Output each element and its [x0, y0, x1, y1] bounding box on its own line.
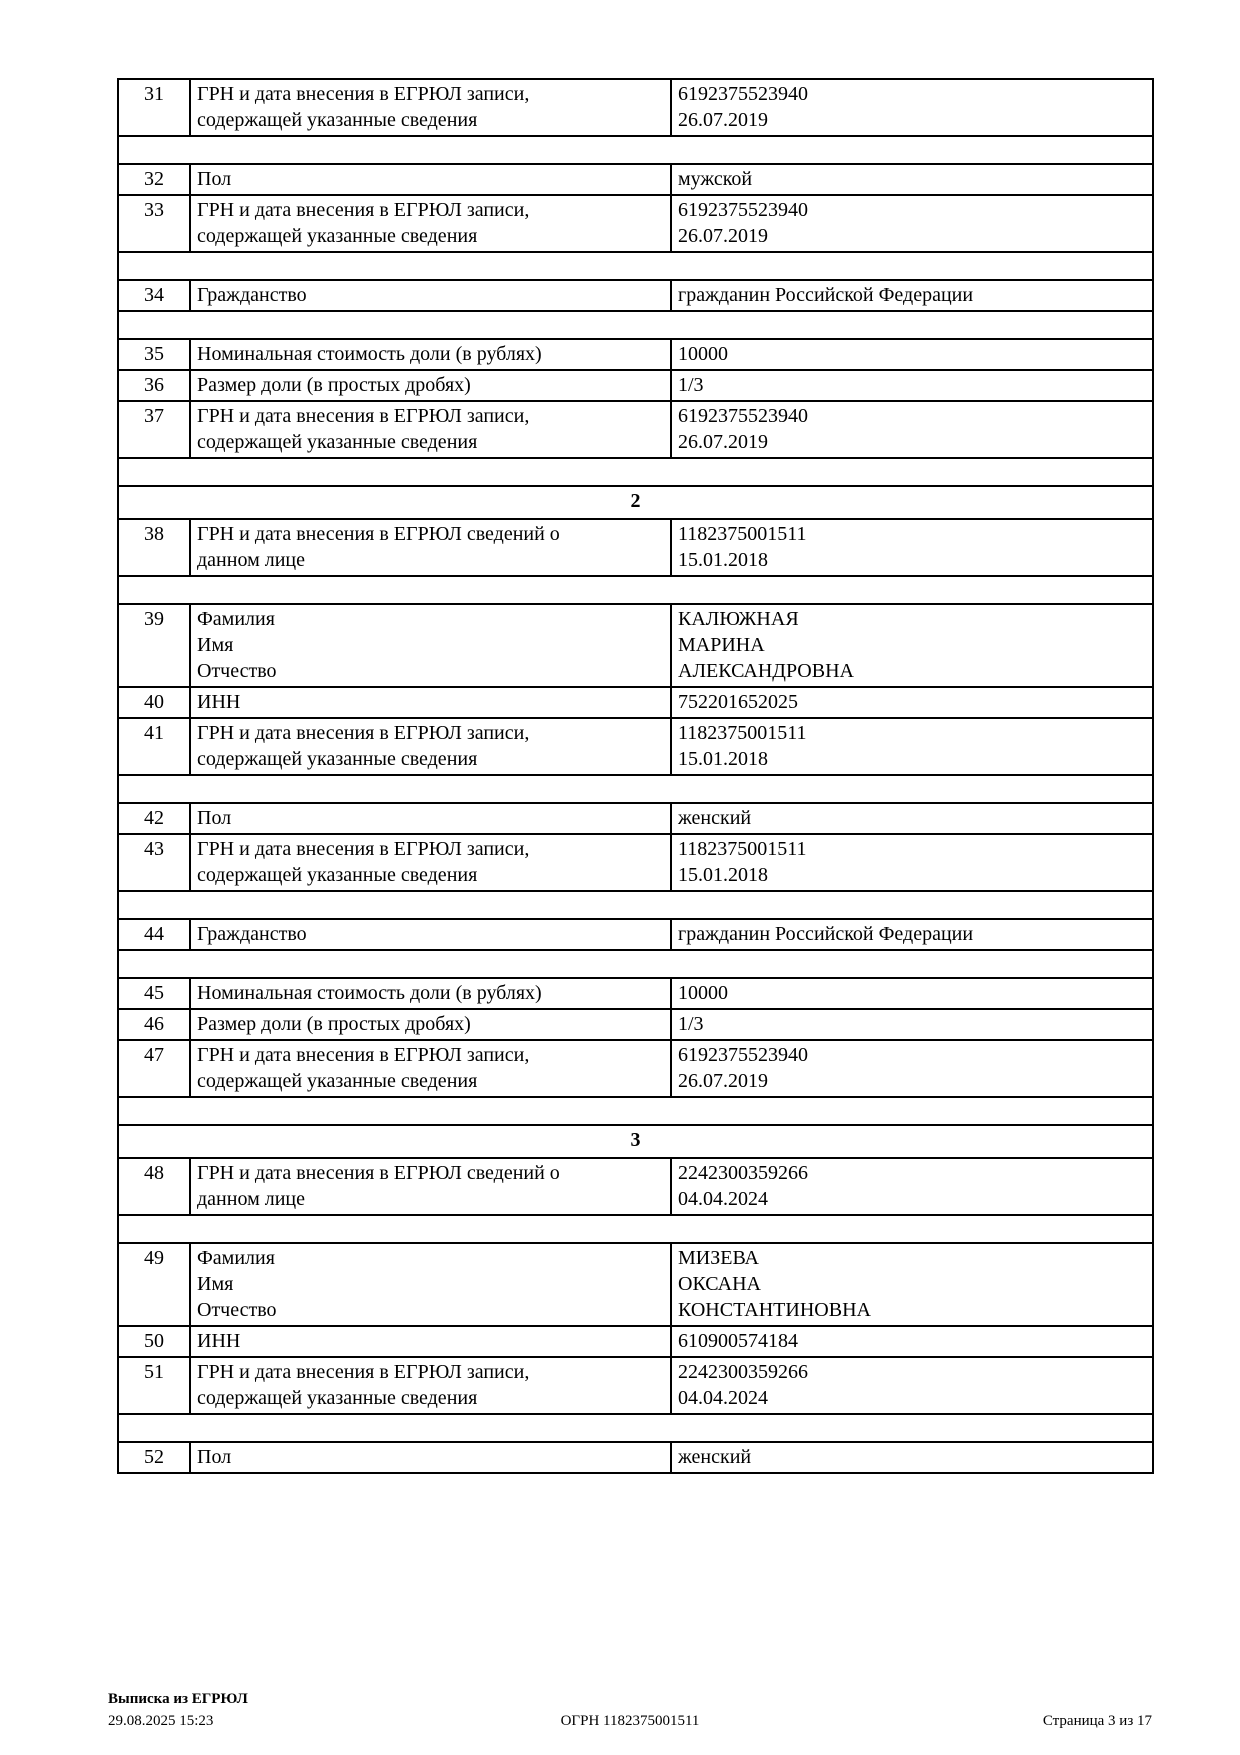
value-line: АЛЕКСАНДРОВНА: [678, 660, 854, 682]
spacer-row: [118, 775, 1153, 803]
row-label-cell: [190, 1326, 671, 1357]
spacer-cell: [118, 775, 1153, 803]
row-label-cell: [190, 339, 671, 370]
footer-page-number: Страница 3 из 17: [1042, 1713, 1153, 1729]
spacer-row: [118, 458, 1153, 486]
label-line: ГРН и дата внесения в ЕГРЮЛ записи,: [197, 722, 530, 744]
value-line: МИЗЕВА: [678, 1247, 759, 1269]
label-line: данном лице: [197, 549, 305, 571]
row-value-cell: [671, 1442, 1153, 1473]
value-line: 15.01.2018: [678, 748, 768, 770]
table-row: [118, 164, 1153, 195]
spacer-cell: [118, 458, 1153, 486]
row-value-cell: [671, 978, 1153, 1009]
row-label-cell: [190, 803, 671, 834]
row-number-cell: 31: [118, 79, 190, 136]
value-line: КАЛЮЖНАЯ: [678, 608, 799, 630]
row-number-cell: 34: [118, 280, 190, 311]
table-row: [118, 718, 1153, 775]
label-line: ГРН и дата внесения в ЕГРЮЛ записи,: [197, 1044, 530, 1066]
value-line: 610900574184: [678, 1330, 798, 1352]
table-row: [118, 339, 1153, 370]
row-number-cell: 48: [118, 1158, 190, 1215]
row-value-cell: [671, 604, 1153, 687]
label-line: Пол: [197, 807, 232, 829]
row-value-cell: [671, 718, 1153, 775]
value-line: 15.01.2018: [678, 864, 768, 886]
label-line: Отчество: [197, 660, 277, 682]
table-row: [118, 1158, 1153, 1215]
table-row: [118, 834, 1153, 891]
value-line: 26.07.2019: [678, 109, 768, 131]
value-line: МАРИНА: [678, 634, 765, 656]
row-label-cell: [190, 1442, 671, 1473]
table-row: [118, 604, 1153, 687]
value-line: 1/3: [678, 374, 704, 396]
row-number-cell: 44: [118, 919, 190, 950]
table-row: [118, 370, 1153, 401]
row-label-cell: [190, 604, 671, 687]
value-line: 26.07.2019: [678, 1070, 768, 1092]
row-value-cell: [671, 195, 1153, 252]
value-line: гражданин Российской Федерации: [678, 923, 974, 945]
label-line: содержащей указанные сведения: [197, 1387, 478, 1409]
spacer-row: [118, 950, 1153, 978]
row-label-cell: [190, 79, 671, 136]
table-row: [118, 978, 1153, 1009]
row-number-cell: 49: [118, 1243, 190, 1326]
label-line: содержащей указанные сведения: [197, 431, 478, 453]
row-value-cell: [671, 339, 1153, 370]
spacer-row: [118, 1414, 1153, 1442]
row-number-cell: 42: [118, 803, 190, 834]
value-line: 6192375523940: [678, 1044, 808, 1066]
spacer-cell: [118, 136, 1153, 164]
page-footer: [108, 1688, 1152, 1732]
spacer-cell: [118, 891, 1153, 919]
row-number-cell: 52: [118, 1442, 190, 1473]
table-row: [118, 1040, 1153, 1097]
spacer-row: [118, 136, 1153, 164]
value-line: 2242300359266: [678, 1162, 808, 1184]
table-row: [118, 79, 1153, 136]
spacer-cell: [118, 1097, 1153, 1125]
label-line: ГРН и дата внесения в ЕГРЮЛ сведений о: [197, 523, 560, 545]
row-value-cell: [671, 519, 1153, 576]
label-line: Пол: [197, 168, 232, 190]
label-line: ГРН и дата внесения в ЕГРЮЛ записи,: [197, 1361, 530, 1383]
table-row: [118, 401, 1153, 458]
value-line: 1/3: [678, 1013, 704, 1035]
label-line: Пол: [197, 1446, 232, 1468]
value-line: 1182375001511: [678, 838, 807, 860]
spacer-row: [118, 1215, 1153, 1243]
spacer-row: [118, 311, 1153, 339]
row-label-cell: [190, 919, 671, 950]
label-line: ГРН и дата внесения в ЕГРЮЛ записи,: [197, 838, 530, 860]
row-number-cell: 40: [118, 687, 190, 718]
label-line: Гражданство: [197, 923, 307, 945]
spacer-row: [118, 252, 1153, 280]
value-line: 1182375001511: [678, 722, 807, 744]
spacer-row: [118, 576, 1153, 604]
row-number-cell: 37: [118, 401, 190, 458]
row-label-cell: [190, 978, 671, 1009]
row-value-cell: [671, 834, 1153, 891]
table-row: [118, 919, 1153, 950]
footer-doc-title: Выписка из ЕГРЮЛ: [108, 1691, 248, 1707]
value-line: КОНСТАНТИНОВНА: [678, 1299, 871, 1321]
row-number-cell: 47: [118, 1040, 190, 1097]
value-line: 6192375523940: [678, 199, 808, 221]
label-line: содержащей указанные сведения: [197, 109, 478, 131]
value-line: 10000: [678, 343, 728, 365]
label-line: Номинальная стоимость доли (в рублях): [197, 982, 542, 1004]
label-line: Фамилия: [197, 608, 275, 630]
row-number-cell: 41: [118, 718, 190, 775]
label-line: ИНН: [197, 1330, 241, 1352]
row-number-cell: 38: [118, 519, 190, 576]
label-line: Номинальная стоимость доли (в рублях): [197, 343, 542, 365]
label-line: Размер доли (в простых дробях): [197, 374, 471, 396]
row-value-cell: [671, 1326, 1153, 1357]
table-row: [118, 1357, 1153, 1414]
section-number: 3: [118, 1125, 1153, 1158]
spacer-row: [118, 891, 1153, 919]
spacer-cell: [118, 252, 1153, 280]
section-header-row: [118, 1125, 1153, 1158]
value-line: 1182375001511: [678, 523, 807, 545]
table-row: [118, 1442, 1153, 1473]
footer-left: [108, 1688, 561, 1732]
row-number-cell: 35: [118, 339, 190, 370]
spacer-cell: [118, 1215, 1153, 1243]
row-value-cell: [671, 79, 1153, 136]
value-line: мужской: [678, 168, 753, 190]
label-line: ГРН и дата внесения в ЕГРЮЛ записи,: [197, 405, 530, 427]
value-line: 6192375523940: [678, 405, 808, 427]
row-value-cell: [671, 164, 1153, 195]
spacer-cell: [118, 576, 1153, 604]
label-line: содержащей указанные сведения: [197, 864, 478, 886]
value-line: гражданин Российской Федерации: [678, 284, 974, 306]
row-number-cell: 45: [118, 978, 190, 1009]
row-label-cell: [190, 280, 671, 311]
row-number-cell: 32: [118, 164, 190, 195]
label-line: содержащей указанные сведения: [197, 1070, 478, 1092]
row-label-cell: [190, 718, 671, 775]
label-line: ГРН и дата внесения в ЕГРЮЛ записи,: [197, 83, 530, 105]
value-line: женский: [678, 1446, 752, 1468]
value-line: 04.04.2024: [678, 1387, 768, 1409]
table-row: [118, 195, 1153, 252]
row-number-cell: 43: [118, 834, 190, 891]
label-line: Имя: [197, 1273, 234, 1295]
egrul-table: [117, 78, 1154, 1474]
table-body: [118, 79, 1153, 1473]
row-label-cell: [190, 401, 671, 458]
row-value-cell: [671, 401, 1153, 458]
row-label-cell: [190, 195, 671, 252]
row-value-cell: [671, 1009, 1153, 1040]
row-value-cell: [671, 1040, 1153, 1097]
spacer-row: [118, 1097, 1153, 1125]
row-label-cell: [190, 687, 671, 718]
label-line: содержащей указанные сведения: [197, 748, 478, 770]
value-line: 10000: [678, 982, 728, 1004]
footer-datetime: 29.08.2025 15:23: [108, 1713, 214, 1729]
row-number-cell: 51: [118, 1357, 190, 1414]
value-line: 26.07.2019: [678, 225, 768, 247]
value-line: 752201652025: [678, 691, 798, 713]
row-label-cell: [190, 1357, 671, 1414]
spacer-cell: [118, 1414, 1153, 1442]
spacer-cell: [118, 950, 1153, 978]
row-value-cell: [671, 803, 1153, 834]
row-label-cell: [190, 1009, 671, 1040]
label-line: данном лице: [197, 1188, 305, 1210]
row-label-cell: [190, 519, 671, 576]
table-row: [118, 1009, 1153, 1040]
row-number-cell: 36: [118, 370, 190, 401]
row-label-cell: [190, 370, 671, 401]
label-line: содержащей указанные сведения: [197, 225, 478, 247]
table-row: [118, 280, 1153, 311]
label-line: ГРН и дата внесения в ЕГРЮЛ записи,: [197, 199, 530, 221]
table-row: [118, 519, 1153, 576]
table-row: [118, 1243, 1153, 1326]
value-line: ОКСАНА: [678, 1273, 761, 1295]
label-line: Имя: [197, 634, 234, 656]
row-label-cell: [190, 1040, 671, 1097]
row-label-cell: [190, 834, 671, 891]
row-number-cell: 50: [118, 1326, 190, 1357]
row-value-cell: [671, 687, 1153, 718]
row-value-cell: [671, 1158, 1153, 1215]
label-line: Фамилия: [197, 1247, 275, 1269]
label-line: ГРН и дата внесения в ЕГРЮЛ сведений о: [197, 1162, 560, 1184]
row-value-cell: [671, 1357, 1153, 1414]
row-value-cell: [671, 370, 1153, 401]
spacer-cell: [118, 311, 1153, 339]
row-number-cell: 33: [118, 195, 190, 252]
section-number: 2: [118, 486, 1153, 519]
value-line: 04.04.2024: [678, 1188, 768, 1210]
label-line: Размер доли (в простых дробях): [197, 1013, 471, 1035]
row-label-cell: [190, 1158, 671, 1215]
footer-ogrn: ОГРН 1182375001511: [560, 1713, 700, 1729]
value-line: женский: [678, 807, 752, 829]
label-line: ИНН: [197, 691, 241, 713]
row-label-cell: [190, 164, 671, 195]
row-value-cell: [671, 280, 1153, 311]
row-value-cell: [671, 1243, 1153, 1326]
row-label-cell: [190, 1243, 671, 1326]
row-number-cell: 39: [118, 604, 190, 687]
label-line: Отчество: [197, 1299, 277, 1321]
section-header-row: [118, 486, 1153, 519]
row-number-cell: 46: [118, 1009, 190, 1040]
value-line: 6192375523940: [678, 83, 808, 105]
value-line: 26.07.2019: [678, 431, 768, 453]
value-line: 15.01.2018: [678, 549, 768, 571]
row-value-cell: [671, 919, 1153, 950]
value-line: 2242300359266: [678, 1361, 808, 1383]
table-row: [118, 1326, 1153, 1357]
label-line: Гражданство: [197, 284, 307, 306]
table-row: [118, 687, 1153, 718]
table-row: [118, 803, 1153, 834]
